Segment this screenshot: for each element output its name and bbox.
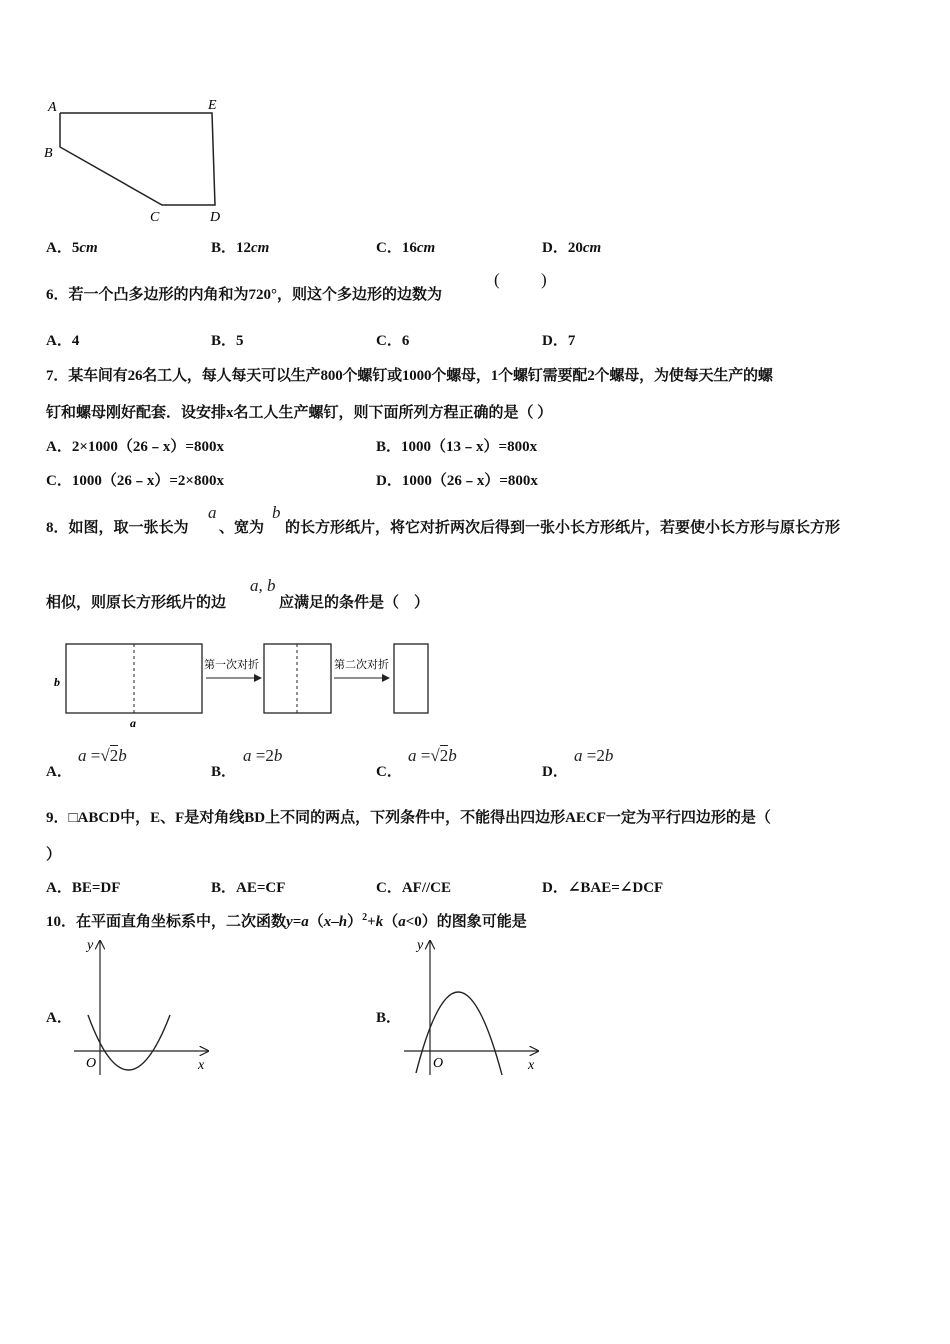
- q8-stem-part3: 的长方形纸片，将它对折两次后得到一张小长方形纸片，若要使小长方形与原长方形: [285, 520, 841, 536]
- q6-paren-left: (: [494, 270, 500, 289]
- q10-a: a: [301, 914, 309, 930]
- q6-a-text: 4: [71, 333, 80, 349]
- q10-k: k: [375, 914, 384, 930]
- q5-option-d[interactable]: [542, 236, 601, 257]
- q10-plus: +: [367, 914, 376, 930]
- arrow1-head: [254, 674, 262, 682]
- q8-a-lhs: a: [78, 746, 87, 765]
- q7-option-c[interactable]: [46, 469, 224, 490]
- q8-d-eq: =: [586, 746, 597, 765]
- q8-var-b: b: [272, 503, 281, 522]
- q6-c-letter: C．: [376, 333, 402, 349]
- q6-d-text: 7: [567, 333, 576, 349]
- q9-d-text: ∠BAE=∠DCF: [567, 880, 664, 896]
- q10-x: x: [323, 914, 332, 930]
- q7-d-text: 1000（26﹣x）=800x: [401, 473, 538, 489]
- q8-c-letter: C．: [376, 764, 402, 780]
- q8-c-lhs: a: [408, 746, 417, 765]
- q10-h: h: [338, 914, 348, 930]
- q8-b-coef: 2: [265, 746, 274, 765]
- label-D: D: [210, 210, 221, 225]
- q9-b-text: AE=CF: [236, 880, 286, 896]
- q8-stem-line2b: 应满足的条件是（ ）: [279, 595, 430, 611]
- q10-stem: [46, 910, 527, 931]
- q10-y: y: [286, 914, 293, 930]
- q8-option-b[interactable]: [211, 746, 361, 782]
- q5-option-a[interactable]: [46, 236, 98, 257]
- q8-a-formula: [78, 746, 127, 766]
- arrow1-label: 第一次对折: [204, 659, 259, 671]
- q10-paren3: （: [383, 914, 399, 930]
- y-label: y: [417, 938, 424, 953]
- q5-option-c[interactable]: [376, 236, 435, 257]
- q10-option-a-letter[interactable]: A．: [46, 1010, 72, 1026]
- q8-folding-figure: [50, 638, 440, 733]
- q8-c-formula: [408, 746, 457, 766]
- q8-d-letter: D．: [542, 764, 568, 780]
- q8-stem-part2: 、宽为: [219, 520, 265, 536]
- q8-d-formula: [574, 746, 613, 766]
- q7-a-letter: A．: [46, 439, 72, 455]
- parabola-curve: [416, 992, 502, 1075]
- q6-option-a[interactable]: [46, 329, 79, 350]
- q10-graph-b[interactable]: [400, 935, 545, 1080]
- q10-post: 的图象可能是: [436, 914, 527, 930]
- q6-option-b[interactable]: [211, 329, 244, 350]
- q6-option-c[interactable]: [376, 329, 409, 350]
- q5-pentagon-figure: [40, 95, 240, 230]
- q6-stem: 6．若一个凸多边形的内角和为720°，则这个多边形的边数为: [46, 287, 443, 303]
- pentagon-outline: [60, 113, 215, 205]
- q6-d-letter: D．: [542, 333, 568, 349]
- q10-paren1: （: [308, 914, 324, 930]
- q10-graph-a[interactable]: [70, 935, 215, 1080]
- q9-option-b[interactable]: [211, 876, 285, 897]
- q7-option-a[interactable]: [46, 435, 224, 456]
- y-label: y: [87, 938, 94, 953]
- half-rectangle: [264, 644, 331, 713]
- q8-option-d[interactable]: [542, 746, 692, 782]
- q8-c-sqrt-sign: √: [430, 746, 440, 765]
- q5-d-unit: cm: [582, 240, 602, 256]
- q10-a2: a: [398, 914, 406, 930]
- q8-b-formula: [243, 746, 282, 766]
- label-E: E: [208, 98, 217, 113]
- q5-option-b[interactable]: [211, 236, 269, 257]
- q8-c-radicand: 2: [439, 746, 449, 765]
- q8-d-var: b: [604, 746, 614, 765]
- q6-b-letter: B．: [211, 333, 237, 349]
- q8-option-c[interactable]: [376, 746, 526, 782]
- q5-b-letter: B．: [211, 240, 237, 256]
- q5-a-letter: A．: [46, 240, 72, 256]
- original-rectangle: [66, 644, 202, 713]
- origin-label: O: [86, 1056, 97, 1071]
- q10-option-b-letter[interactable]: B．: [376, 1010, 402, 1026]
- q10-paren4: ）: [421, 914, 437, 930]
- q8-var-a: a: [208, 503, 217, 522]
- q7-option-b[interactable]: [376, 435, 537, 456]
- q7-stem-line2: 钉和螺母刚好配套．设安排x名工人生产螺钉，则下面所列方程正确的是（ ）: [46, 405, 553, 421]
- q8-a-sqrt-sign: √: [100, 746, 110, 765]
- q7-b-text: 1000（13﹣x）=800x: [401, 439, 538, 455]
- arrow2-label: 第二次对折: [334, 659, 389, 671]
- q6-paren-right: ): [541, 270, 547, 289]
- label-a: a: [130, 716, 136, 730]
- q10-sup: 2: [362, 912, 368, 923]
- q7-b-letter: B．: [376, 439, 402, 455]
- x-label: x: [528, 1058, 535, 1073]
- q9-option-d[interactable]: [542, 876, 663, 897]
- q10-minus: –: [331, 914, 339, 930]
- q9-c-letter: C．: [376, 880, 402, 896]
- label-b: b: [54, 675, 60, 689]
- q9-option-a[interactable]: [46, 876, 120, 897]
- q8-vars-ab: a, b: [250, 576, 276, 595]
- q8-a-eq: =: [90, 746, 101, 765]
- q10-eq: =: [292, 914, 302, 930]
- q5-c-letter: C．: [376, 240, 402, 256]
- q8-a-letter: A．: [46, 764, 72, 780]
- q8-d-coef: 2: [596, 746, 605, 765]
- q8-c-eq: =: [420, 746, 431, 765]
- q6-option-d[interactable]: [542, 329, 575, 350]
- q8-b-letter: B．: [211, 764, 237, 780]
- q8-option-a[interactable]: [46, 746, 196, 782]
- q8-a-var: b: [118, 746, 127, 765]
- q10-cond: <0: [405, 914, 422, 930]
- label-C: C: [150, 210, 160, 225]
- q7-a-text: 2×1000（26﹣x）=800x: [71, 439, 224, 455]
- q6-b-text: 5: [236, 333, 244, 349]
- quarter-rectangle: [394, 644, 428, 713]
- q8-b-lhs: a: [243, 746, 252, 765]
- q7-c-letter: C．: [46, 473, 72, 489]
- label-B: B: [44, 146, 53, 161]
- q8-c-var: b: [448, 746, 457, 765]
- q5-c-value: 16: [401, 240, 417, 256]
- origin-label: O: [433, 1056, 444, 1071]
- q10-pre: 10．在平面直角坐标系中，二次函数: [46, 914, 287, 930]
- q6-c-text: 6: [401, 333, 410, 349]
- q9-a-text: BE=DF: [71, 880, 121, 896]
- q7-stem-line1: 7．某车间有26名工人，每人每天可以生产800个螺钉或1000个螺母，1个螺钉需要配2个螺母，为使每天生产的螺: [46, 368, 773, 384]
- q8-b-var: b: [273, 746, 283, 765]
- q7-d-letter: D．: [376, 473, 402, 489]
- q9-option-c[interactable]: [376, 876, 451, 897]
- q9-b-letter: B．: [211, 880, 237, 896]
- q8-d-lhs: a: [574, 746, 583, 765]
- q5-b-unit: cm: [251, 240, 270, 256]
- q8-b-eq: =: [255, 746, 266, 765]
- label-A: A: [48, 100, 57, 115]
- q5-b-value: 12: [236, 240, 252, 256]
- x-label: x: [198, 1058, 205, 1073]
- q9-stem-line2: ）: [46, 847, 62, 863]
- q5-a-unit: cm: [79, 240, 98, 256]
- q5-d-value: 20: [567, 240, 583, 256]
- q5-c-unit: cm: [416, 240, 436, 256]
- q9-d-letter: D．: [542, 880, 568, 896]
- q7-option-d[interactable]: [376, 469, 538, 490]
- q8-stem-line2a: 相似，则原长方形纸片的边: [46, 595, 227, 611]
- q9-a-letter: A．: [46, 880, 72, 896]
- q8-stem-part1: 8．如图，取一张长为: [46, 520, 189, 536]
- q9-stem-line1: 9．□ABCD中，E、F是对角线BD上不同的两点，下列条件中，不能得出四边形AECF一定为平行四边形的是（: [46, 810, 771, 826]
- q10-paren2: ）: [347, 914, 363, 930]
- q8-a-radicand: 2: [109, 746, 119, 765]
- arrow2-head: [382, 674, 390, 682]
- q7-c-text: 1000（26﹣x）=2×800x: [71, 473, 224, 489]
- q5-d-letter: D．: [542, 240, 568, 256]
- q6-a-letter: A．: [46, 333, 72, 349]
- q5-a-value: 5: [71, 240, 80, 256]
- q9-c-text: AF//CE: [401, 880, 452, 896]
